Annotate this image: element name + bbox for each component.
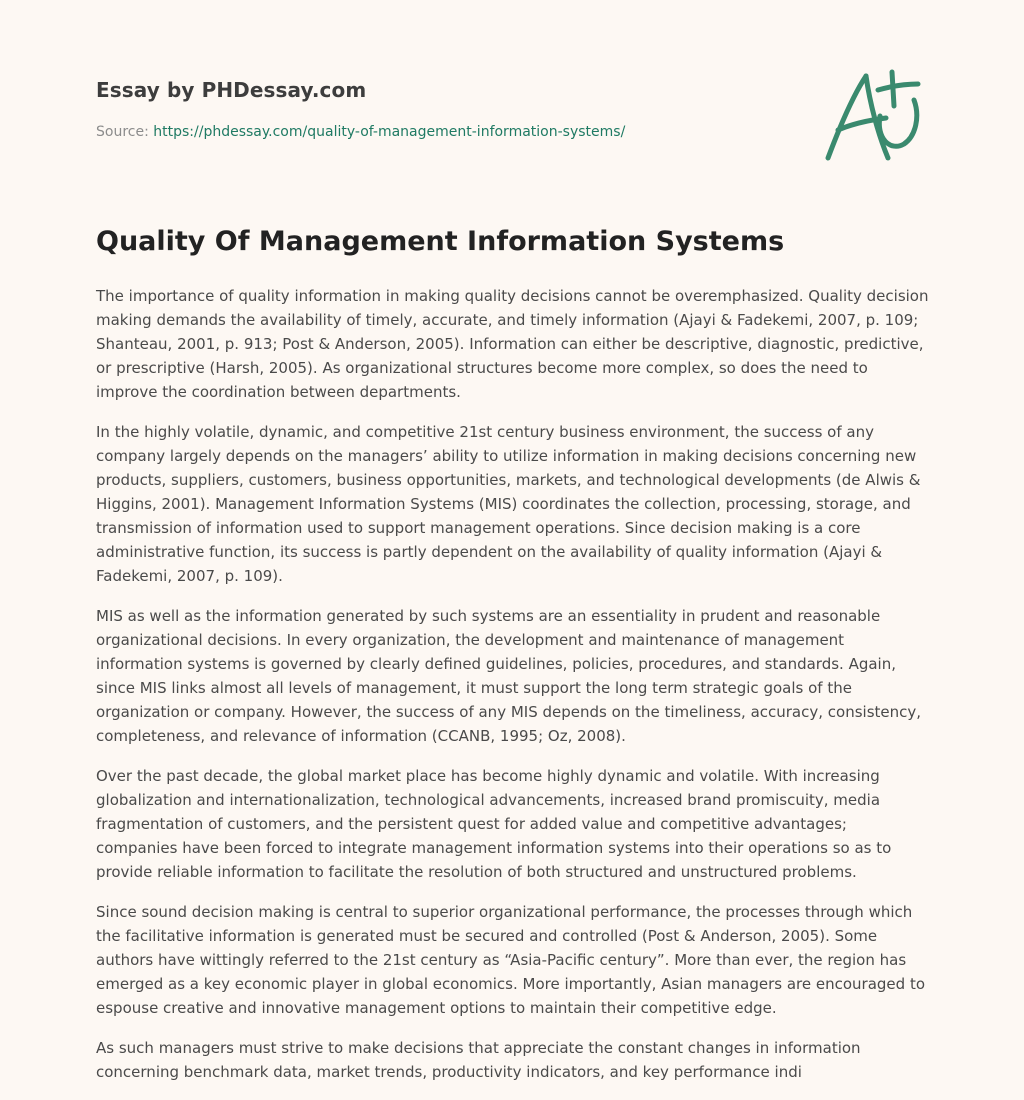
essay-paragraph: In the highly volatile, dynamic, and competitive 21st century business environment, the success of any company largely depends on the managers’ ability to utilize information in making decisions concerning new products, suppliers, customers, business opportunities, markets, and technological developments (de Alwis & Higgins, 2001). Management Information Systems (MIS) coordinates the collection, processing, storage, and transmission of information used to support management operations. Since decision making is a core administrative function, its success is partly dependent on the availability of quality information (Ajayi & Fadekemi, 2007, p. 109).	[96, 423, 921, 585]
source-line	[96, 124, 625, 140]
essay-paragraph: Over the past decade, the global market place has become highly dynamic and volatile. With increasing globalization and internationalization, technological advancements, increased brand promiscuity, media fragmentation of customers, and the persistent quest for added value and competitive advantages; companies have been forced to integrate management information systems into their operations so as to provide reliable information to facilitate the resolution of both structured and unstructured problems.	[96, 767, 892, 881]
essay-title: Quality Of Management Information Systems	[96, 226, 785, 257]
essay-paragraph: Since sound decision making is central to superior organizational performance, the processes through which the facilitative information is generated must be secured and controlled (Post & Anderson, 2005). Some authors have wittingly referred to the 21st century as “Asia-Pacific century”. More than ever, the region has emerged as a key economic player in global economics. More importantly, Asian managers are encouraged to espouse creative and innovative management options to maintain their competitive edge.	[96, 903, 925, 1017]
essay-paragraph: The importance of quality information in making quality decisions cannot be overemphasized. Quality decision making demands the availability of timely, accurate, and timely information (Ajayi & Fadekemi, 2007, p. 109; Shanteau, 2001, p. 913; Post & Anderson, 2005). Information can either be descriptive, diagnostic, predictive, or prescriptive (Harsh, 2005). As organizational structures become more complex, so does the need to improve the coordination between departments.	[96, 287, 929, 401]
a-plus-grade-icon	[818, 64, 928, 168]
essay-paragraph: As such managers must strive to make decisions that appreciate the constant changes in information concerning benchmark data, market trends, productivity indicators, and key performance indi	[96, 1039, 861, 1081]
site-brand: Essay by PHDessay.com	[96, 78, 367, 102]
source-label: Source:	[96, 124, 149, 140]
source-link[interactable]: https://phdessay.com/quality-of-management-information-systems/	[153, 124, 626, 140]
essay-paragraph: MIS as well as the information generated by such systems are an essentiality in prudent and reasonable organizational decisions. In every organization, the development and maintenance of management information systems is governed by clearly defined guidelines, policies, procedures, and standards. Again, since MIS links almost all levels of management, it must support the long term strategic goals of the organization or company. However, the success of any MIS depends on the timeliness, accuracy, consistency, completeness, and relevance of information (CCANB, 1995; Oz, 2008).	[96, 607, 922, 745]
essay-body	[96, 284, 931, 1100]
